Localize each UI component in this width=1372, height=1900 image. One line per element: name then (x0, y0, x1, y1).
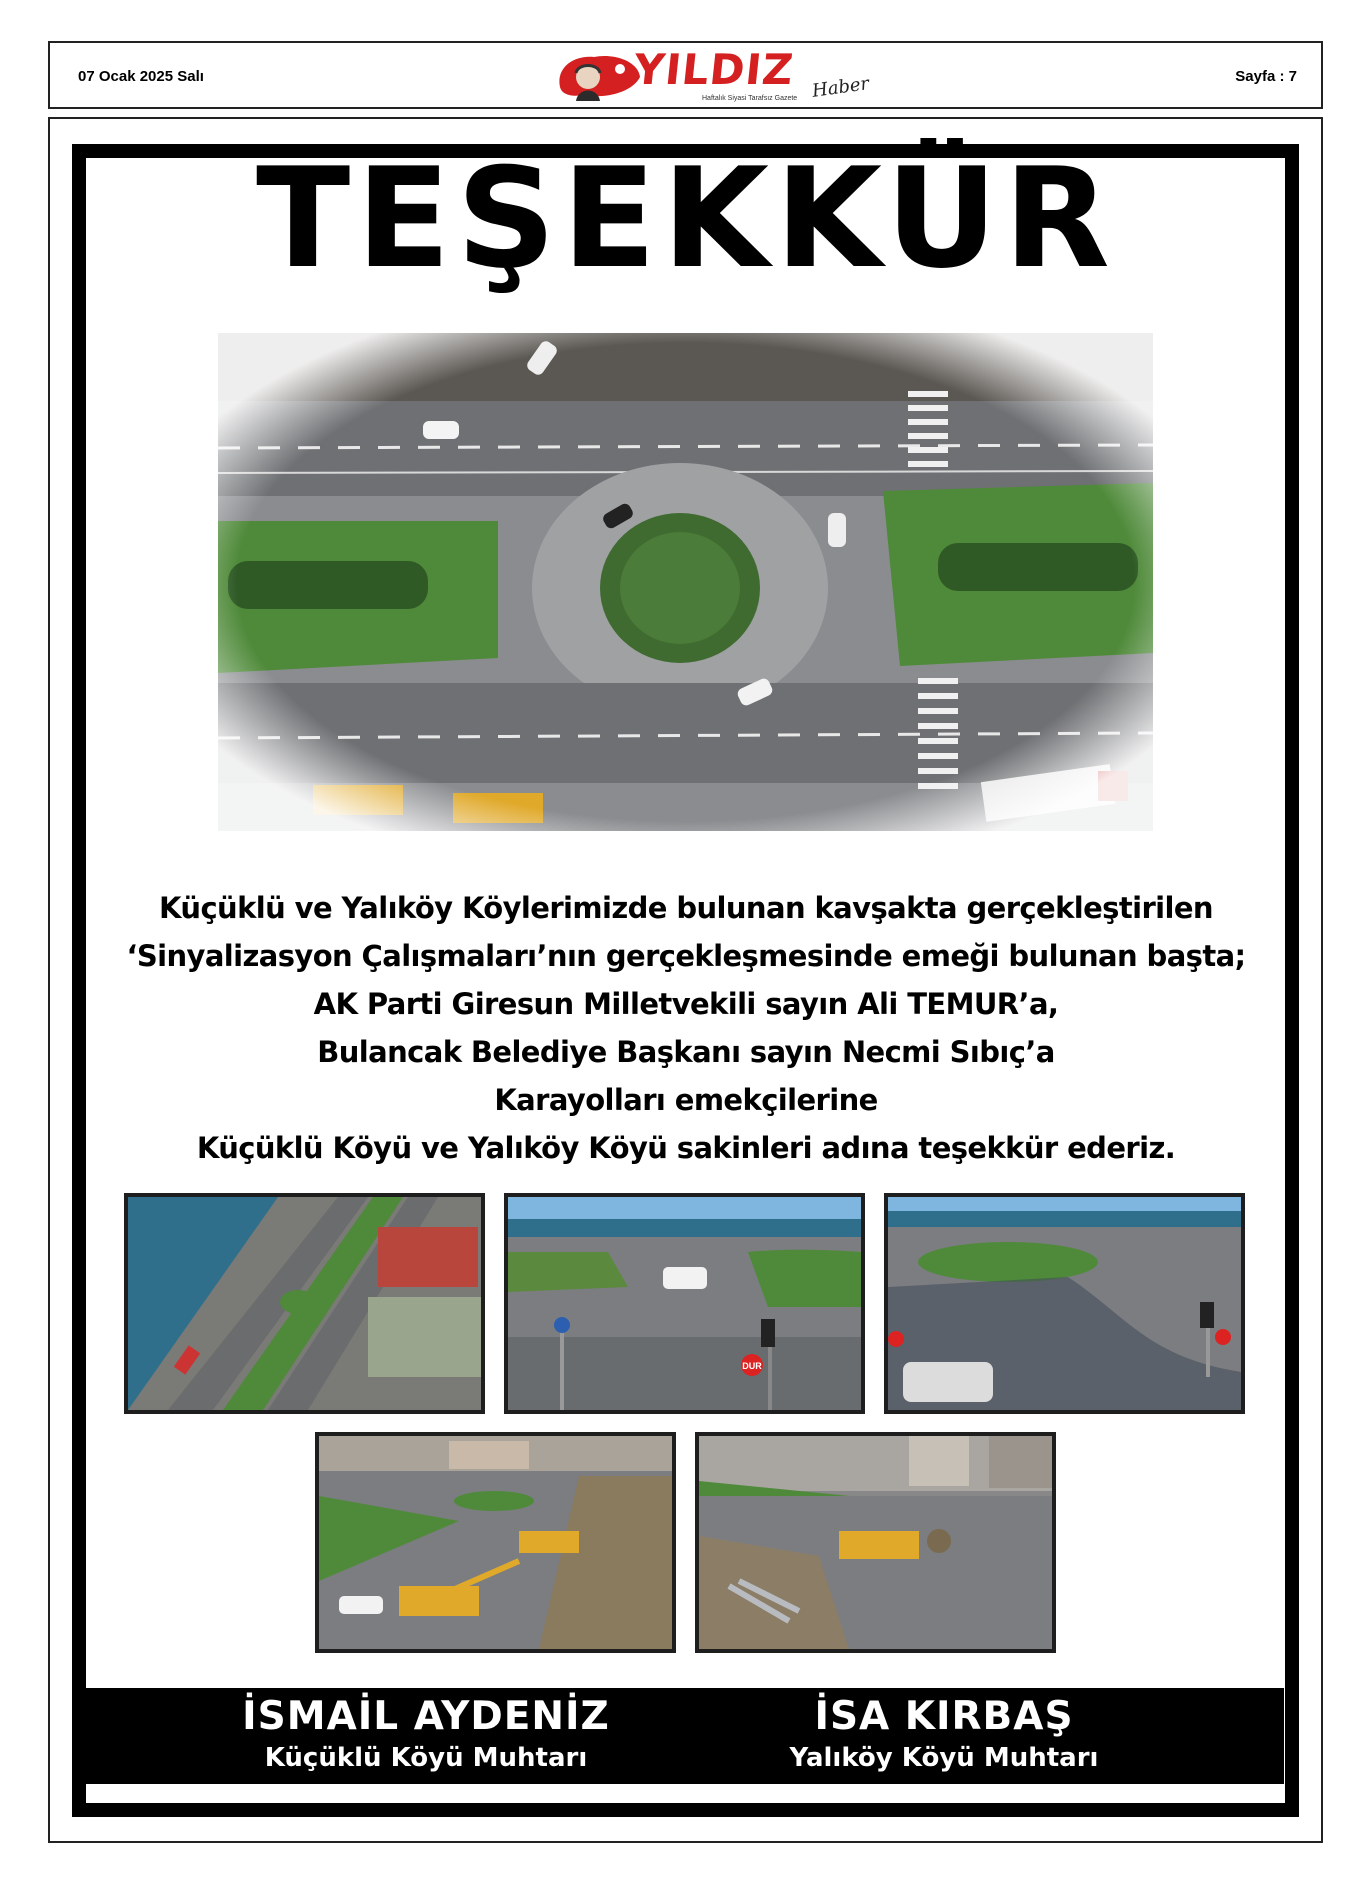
roundabout-aerial-photo (218, 333, 1153, 831)
ad-body-text (90, 884, 1282, 1172)
body-line: ‘Sinyalizasyon Çalışmaları’nın gerçekleşmesinde emeği bulunan başta; (126, 939, 1246, 973)
body-line: Küçüklü Köyü ve Yalıköy Köyü sakinleri adına teşekkür ederiz. (196, 1131, 1176, 1165)
signature-ismail-aydeniz (216, 1688, 636, 1773)
signatory-title: Yalıköy Köyü Muhtarı (789, 1743, 1099, 1773)
body-line: Küçüklü ve Yalıköy Köylerimizde bulunan kavşakta gerçekleştirilen (159, 891, 1213, 925)
coastal-road-aerial-photo (124, 1193, 485, 1414)
signatory-name: İSMAİL AYDENİZ (242, 1694, 610, 1739)
body-line: Karayolları emekçilerine (494, 1083, 878, 1117)
signature-band (86, 1688, 1284, 1784)
workers-installing-poles-photo (695, 1432, 1056, 1653)
body-line: AK Parti Giresun Milletvekili sayın Ali TEMUR’a, (313, 987, 1059, 1021)
newspaper-header (48, 41, 1323, 109)
logo-wordmark: YILDIZ (631, 45, 797, 94)
logo-tagline: Haftalık Siyasi Tarafsız Gazete (702, 95, 798, 102)
ad-headline: TEŞEKKÜR (256, 138, 1116, 299)
roundabout-shadow-photo (884, 1193, 1245, 1414)
crane-installation-photo (315, 1432, 676, 1653)
newspaper-logo (554, 47, 874, 105)
signatory-title: Küçüklü Köyü Muhtarı (264, 1743, 588, 1773)
stop-sign-text: DUR (742, 1361, 762, 1371)
signature-isa-kirbas (734, 1688, 1154, 1773)
logo-script: Haber (810, 73, 871, 102)
body-line: Bulancak Belediye Başkanı sayın Necmi Sıbıç’a (317, 1035, 1055, 1069)
page-number: Sayfa : 7 (1235, 68, 1297, 85)
issue-date: 07 Ocak 2025 Salı (78, 68, 204, 85)
signatory-name: İSA KIRBAŞ (814, 1694, 1074, 1739)
intersection-traffic-light-photo (504, 1193, 865, 1414)
